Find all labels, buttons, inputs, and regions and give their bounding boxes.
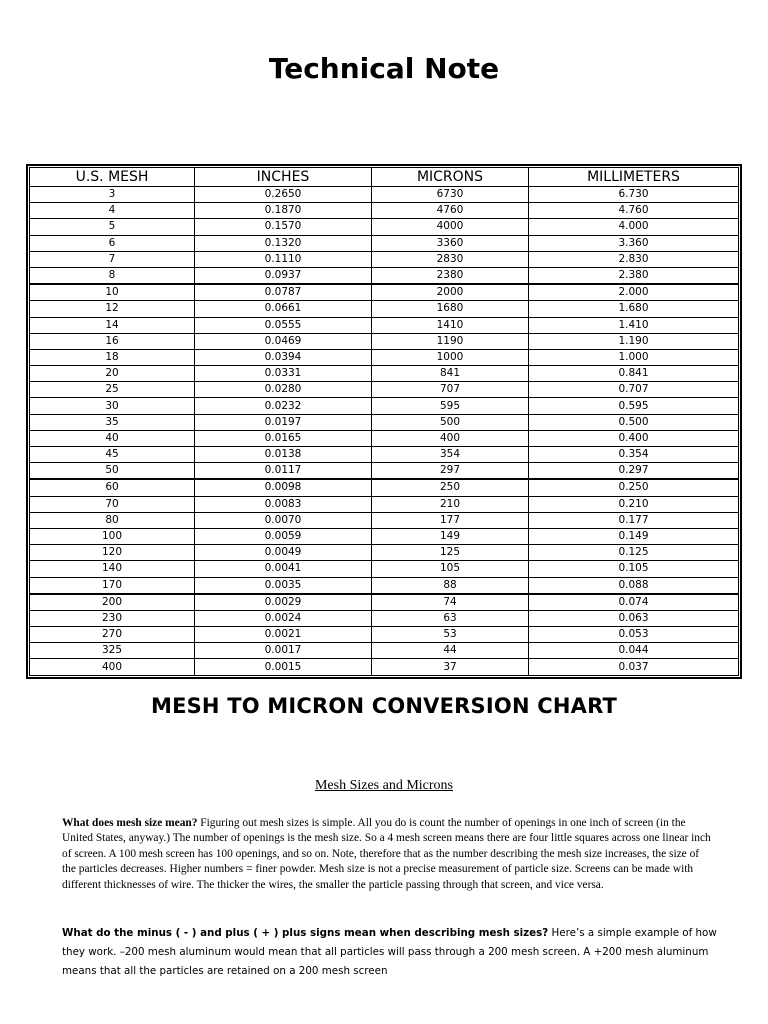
cell-millimeters: 0.053 (529, 627, 739, 643)
column-header-millimeters: MILLIMETERS (529, 168, 739, 187)
cell-us-mesh: 230 (30, 610, 195, 626)
cell-microns: 1410 (372, 317, 529, 333)
cell-inches: 0.0469 (195, 333, 372, 349)
cell-inches: 0.0015 (195, 659, 372, 675)
cell-inches: 0.0661 (195, 301, 372, 317)
cell-millimeters: 0.354 (529, 447, 739, 463)
cell-inches: 0.0787 (195, 284, 372, 301)
cell-inches: 0.0555 (195, 317, 372, 333)
cell-us-mesh: 5 (30, 219, 195, 235)
table-row (30, 430, 739, 446)
table-row (30, 219, 739, 235)
cell-inches: 0.0059 (195, 528, 372, 544)
cell-inches: 0.1320 (195, 235, 372, 251)
cell-inches: 0.0232 (195, 398, 372, 414)
cell-us-mesh: 25 (30, 382, 195, 398)
table-row (30, 317, 739, 333)
cell-inches: 0.1570 (195, 219, 372, 235)
cell-us-mesh: 80 (30, 512, 195, 528)
table-row (30, 545, 739, 561)
cell-us-mesh: 30 (30, 398, 195, 414)
cell-microns: 4760 (372, 203, 529, 219)
paragraph-body: Here’s a simple example of how they work. –200 mesh aluminum would mean that all particles will pass through a 200 mesh screen. A +200 mesh aluminum means that all the particles are retained on a 200 mesh screen (62, 927, 717, 977)
table-row (30, 512, 739, 528)
cell-inches: 0.0117 (195, 463, 372, 480)
table-row (30, 203, 739, 219)
table-row (30, 610, 739, 626)
cell-us-mesh: 20 (30, 366, 195, 382)
cell-inches: 0.0197 (195, 414, 372, 430)
cell-microns: 177 (372, 512, 529, 528)
cell-microns: 3360 (372, 235, 529, 251)
table-row (30, 366, 739, 382)
cell-microns: 44 (372, 643, 529, 659)
column-header-microns: MICRONS (372, 168, 529, 187)
table-row (30, 187, 739, 203)
cell-us-mesh: 270 (30, 627, 195, 643)
cell-inches: 0.0070 (195, 512, 372, 528)
column-header-us-mesh: U.S. MESH (30, 168, 195, 187)
cell-inches: 0.0138 (195, 447, 372, 463)
cell-inches: 0.0098 (195, 479, 372, 496)
cell-microns: 250 (372, 479, 529, 496)
table-row (30, 627, 739, 643)
table-row (30, 333, 739, 349)
table-row (30, 479, 739, 496)
chart-title: MESH TO MICRON CONVERSION CHART (150, 694, 618, 718)
cell-microns: 1680 (372, 301, 529, 317)
cell-us-mesh: 6 (30, 235, 195, 251)
section-heading: Mesh Sizes and Microns (314, 778, 454, 793)
cell-us-mesh: 7 (30, 251, 195, 267)
page-title: Technical Note (268, 52, 500, 85)
cell-millimeters: 3.360 (529, 235, 739, 251)
table-row (30, 463, 739, 480)
cell-millimeters: 4.000 (529, 219, 739, 235)
cell-millimeters: 0.210 (529, 496, 739, 512)
cell-microns: 595 (372, 398, 529, 414)
cell-us-mesh: 170 (30, 577, 195, 594)
paragraph-body: Figuring out mesh sizes is simple. All you do is count the number of openings in one inch of screen (in the United States, anyway.) The number of openings is the mesh size. So a 4 mesh screen means there are four little squares across one linear inch of screen. A 100 mesh screen has 100 openings, and so on. Note, therefore that as the number describing the mesh size increases, the size of the particles decreases. Higher numbers = finer powder. Mesh size is not a precise measurement of particle size. Screens can be made with different thicknesses of wire. The thicker the wires, the smaller the particle passing through that screen, and vice versa. (62, 817, 711, 891)
cell-millimeters: 1.190 (529, 333, 739, 349)
cell-microns: 210 (372, 496, 529, 512)
cell-us-mesh: 140 (30, 561, 195, 577)
cell-microns: 400 (372, 430, 529, 446)
table-row (30, 561, 739, 577)
paragraph-question: What does mesh size mean? (62, 817, 198, 829)
cell-us-mesh: 18 (30, 349, 195, 365)
table-row (30, 301, 739, 317)
cell-us-mesh: 8 (30, 267, 195, 284)
cell-millimeters: 1.410 (529, 317, 739, 333)
cell-us-mesh: 325 (30, 643, 195, 659)
table-row (30, 447, 739, 463)
cell-us-mesh: 40 (30, 430, 195, 446)
cell-millimeters: 2.380 (529, 267, 739, 284)
mesh-conversion-table (29, 167, 739, 676)
cell-millimeters: 4.760 (529, 203, 739, 219)
cell-inches: 0.0035 (195, 577, 372, 594)
cell-millimeters: 0.037 (529, 659, 739, 675)
cell-millimeters: 0.400 (529, 430, 739, 446)
cell-us-mesh: 35 (30, 414, 195, 430)
table-row (30, 659, 739, 675)
cell-inches: 0.0394 (195, 349, 372, 365)
cell-microns: 500 (372, 414, 529, 430)
table-row (30, 251, 739, 267)
cell-inches: 0.1870 (195, 203, 372, 219)
cell-microns: 354 (372, 447, 529, 463)
cell-millimeters: 2.830 (529, 251, 739, 267)
cell-microns: 2380 (372, 267, 529, 284)
cell-microns: 1000 (372, 349, 529, 365)
cell-microns: 841 (372, 366, 529, 382)
table-row (30, 528, 739, 544)
cell-inches: 0.0280 (195, 382, 372, 398)
cell-us-mesh: 120 (30, 545, 195, 561)
cell-microns: 149 (372, 528, 529, 544)
cell-us-mesh: 10 (30, 284, 195, 301)
cell-microns: 125 (372, 545, 529, 561)
cell-microns: 6730 (372, 187, 529, 203)
cell-us-mesh: 200 (30, 594, 195, 611)
cell-microns: 297 (372, 463, 529, 480)
table-row (30, 398, 739, 414)
table-row (30, 643, 739, 659)
cell-inches: 0.0049 (195, 545, 372, 561)
cell-millimeters: 0.841 (529, 366, 739, 382)
cell-us-mesh: 45 (30, 447, 195, 463)
cell-inches: 0.0029 (195, 594, 372, 611)
cell-inches: 0.0165 (195, 430, 372, 446)
cell-millimeters: 0.250 (529, 479, 739, 496)
cell-millimeters: 0.088 (529, 577, 739, 594)
table-body (30, 187, 739, 676)
cell-inches: 0.0024 (195, 610, 372, 626)
cell-millimeters: 0.595 (529, 398, 739, 414)
cell-inches: 0.0041 (195, 561, 372, 577)
cell-millimeters: 0.044 (529, 643, 739, 659)
table-row (30, 235, 739, 251)
cell-millimeters: 0.297 (529, 463, 739, 480)
cell-us-mesh: 14 (30, 317, 195, 333)
table-row (30, 349, 739, 365)
cell-millimeters: 0.500 (529, 414, 739, 430)
cell-us-mesh: 12 (30, 301, 195, 317)
table-row (30, 267, 739, 284)
cell-inches: 0.0021 (195, 627, 372, 643)
cell-us-mesh: 16 (30, 333, 195, 349)
cell-microns: 707 (372, 382, 529, 398)
cell-millimeters: 0.707 (529, 382, 739, 398)
cell-us-mesh: 60 (30, 479, 195, 496)
cell-millimeters: 0.074 (529, 594, 739, 611)
column-header-inches: INCHES (195, 168, 372, 187)
cell-inches: 0.0017 (195, 643, 372, 659)
cell-microns: 63 (372, 610, 529, 626)
cell-millimeters: 0.149 (529, 528, 739, 544)
cell-microns: 1190 (372, 333, 529, 349)
cell-inches: 0.0331 (195, 366, 372, 382)
cell-inches: 0.0083 (195, 496, 372, 512)
table-header-row (30, 168, 739, 187)
cell-millimeters: 0.177 (529, 512, 739, 528)
paragraph-question: What do the minus ( - ) and plus ( + ) plus signs mean when describing mesh sizes? (62, 927, 549, 939)
cell-us-mesh: 50 (30, 463, 195, 480)
cell-microns: 2830 (372, 251, 529, 267)
table-row (30, 382, 739, 398)
cell-millimeters: 6.730 (529, 187, 739, 203)
cell-millimeters: 2.000 (529, 284, 739, 301)
paragraph-plus-minus (62, 924, 722, 981)
cell-us-mesh: 400 (30, 659, 195, 675)
cell-microns: 53 (372, 627, 529, 643)
table-row (30, 577, 739, 594)
cell-millimeters: 1.000 (529, 349, 739, 365)
cell-inches: 0.1110 (195, 251, 372, 267)
cell-millimeters: 0.125 (529, 545, 739, 561)
table-row (30, 594, 739, 611)
cell-us-mesh: 70 (30, 496, 195, 512)
cell-millimeters: 1.680 (529, 301, 739, 317)
table-row (30, 284, 739, 301)
cell-microns: 88 (372, 577, 529, 594)
table-row (30, 496, 739, 512)
cell-millimeters: 0.063 (529, 610, 739, 626)
cell-us-mesh: 100 (30, 528, 195, 544)
cell-microns: 105 (372, 561, 529, 577)
cell-microns: 4000 (372, 219, 529, 235)
cell-microns: 2000 (372, 284, 529, 301)
cell-inches: 0.0937 (195, 267, 372, 284)
cell-inches: 0.2650 (195, 187, 372, 203)
cell-us-mesh: 4 (30, 203, 195, 219)
mesh-table-frame (26, 164, 742, 679)
cell-microns: 37 (372, 659, 529, 675)
table-row (30, 414, 739, 430)
cell-us-mesh: 3 (30, 187, 195, 203)
paragraph-mesh-size (62, 816, 712, 893)
cell-millimeters: 0.105 (529, 561, 739, 577)
cell-microns: 74 (372, 594, 529, 611)
